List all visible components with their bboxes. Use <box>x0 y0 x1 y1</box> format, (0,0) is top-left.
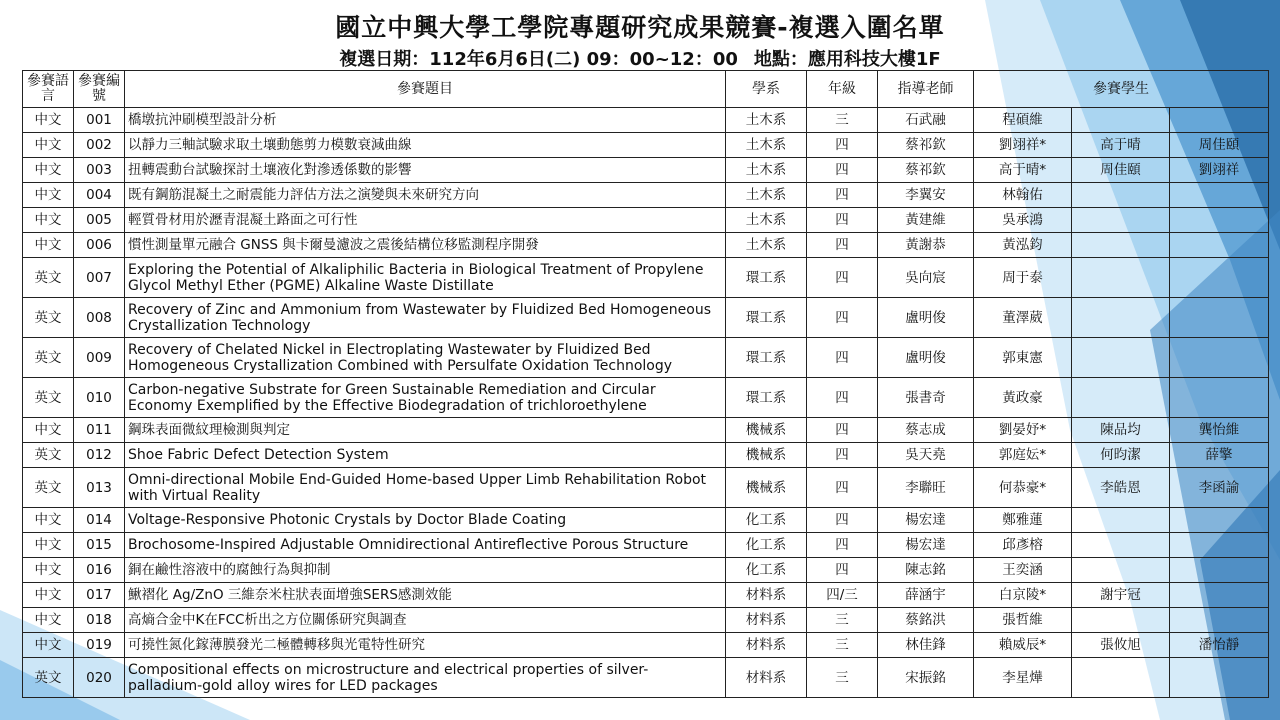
cell-dept: 化工系 <box>726 558 807 583</box>
cell-topic: 鋼珠表面微紋理檢測與判定 <box>125 418 726 443</box>
cell-lang: 中文 <box>23 158 74 183</box>
cell-student-1: 黃泓鈞 <box>974 233 1072 258</box>
cell-advisor: 薛涵宇 <box>878 583 974 608</box>
cell-lang: 英文 <box>23 443 74 468</box>
cell-grade: 四 <box>807 418 878 443</box>
cell-advisor: 宋振銘 <box>878 658 974 698</box>
cell-no: 020 <box>74 658 125 698</box>
cell-grade: 四 <box>807 558 878 583</box>
cell-no: 001 <box>74 108 125 133</box>
table-row <box>23 468 1269 508</box>
cell-student-3 <box>1170 108 1269 133</box>
cell-grade: 四 <box>807 258 878 298</box>
cell-no: 005 <box>74 208 125 233</box>
cell-student-3 <box>1170 298 1269 338</box>
cell-advisor: 陳志銘 <box>878 558 974 583</box>
cell-no: 006 <box>74 233 125 258</box>
cell-dept: 環工系 <box>726 298 807 338</box>
cell-student-1: 高于晴* <box>974 158 1072 183</box>
cell-no: 018 <box>74 608 125 633</box>
cell-lang: 中文 <box>23 533 74 558</box>
cell-dept: 機械系 <box>726 418 807 443</box>
cell-grade: 四 <box>807 338 878 378</box>
cell-topic: Carbon-negative Substrate for Green Sustainable Remediation and Circular Economy Exemplified by the Effective Biodegradation of trichloroethylene <box>125 378 726 418</box>
cell-student-2 <box>1072 508 1170 533</box>
cell-student-2: 李皓恩 <box>1072 468 1170 508</box>
cell-student-2 <box>1072 258 1170 298</box>
cell-student-1: 白京陵* <box>974 583 1072 608</box>
cell-student-2 <box>1072 338 1170 378</box>
cell-dept: 化工系 <box>726 533 807 558</box>
cell-dept: 土木系 <box>726 133 807 158</box>
cell-student-2 <box>1072 558 1170 583</box>
cell-student-2: 周佳頤 <box>1072 158 1170 183</box>
cell-student-1: 郭庭妘* <box>974 443 1072 468</box>
col-grade-header: 年級 <box>807 71 878 108</box>
cell-topic: Recovery of Chelated Nickel in Electroplating Wastewater by Fluidized Bed Homogeneous Crystallization Combined with Persulfate Oxidation Technology <box>125 338 726 378</box>
cell-no: 003 <box>74 158 125 183</box>
cell-no: 007 <box>74 258 125 298</box>
table-row <box>23 508 1269 533</box>
cell-student-3: 周佳頤 <box>1170 133 1269 158</box>
cell-no: 012 <box>74 443 125 468</box>
cell-dept: 材料系 <box>726 583 807 608</box>
cell-dept: 環工系 <box>726 338 807 378</box>
table-row <box>23 418 1269 443</box>
cell-topic: 高熵合金中K在FCC析出之方位關係研究與調查 <box>125 608 726 633</box>
cell-topic: Compositional effects on microstructure and electrical properties of silver-palladium-gold alloy wires for LED packages <box>125 658 726 698</box>
cell-student-1: 鄭雅蓮 <box>974 508 1072 533</box>
cell-grade: 三 <box>807 608 878 633</box>
cell-student-2: 何昀潔 <box>1072 443 1170 468</box>
cell-grade: 四 <box>807 208 878 233</box>
cell-no: 002 <box>74 133 125 158</box>
cell-advisor: 蔡祁欽 <box>878 133 974 158</box>
cell-lang: 中文 <box>23 608 74 633</box>
cell-dept: 土木系 <box>726 158 807 183</box>
cell-no: 013 <box>74 468 125 508</box>
cell-topic: Recovery of Zinc and Ammonium from Wastewater by Fluidized Bed Homogeneous Crystallization Technology <box>125 298 726 338</box>
cell-dept: 材料系 <box>726 658 807 698</box>
cell-topic: 可撓性氮化鎵薄膜發光二極體轉移與光電特性研究 <box>125 633 726 658</box>
cell-lang: 中文 <box>23 233 74 258</box>
cell-dept: 環工系 <box>726 378 807 418</box>
cell-student-3: 潘怡靜 <box>1170 633 1269 658</box>
cell-grade: 三 <box>807 658 878 698</box>
cell-dept: 環工系 <box>726 258 807 298</box>
table-row <box>23 658 1269 698</box>
cell-grade: 四/三 <box>807 583 878 608</box>
cell-lang: 英文 <box>23 468 74 508</box>
cell-student-3 <box>1170 378 1269 418</box>
table-row <box>23 443 1269 468</box>
cell-student-3 <box>1170 233 1269 258</box>
cell-grade: 四 <box>807 468 878 508</box>
cell-grade: 四 <box>807 298 878 338</box>
cell-student-3 <box>1170 608 1269 633</box>
cell-lang: 中文 <box>23 133 74 158</box>
table-row <box>23 533 1269 558</box>
cell-student-3 <box>1170 583 1269 608</box>
cell-topic: 扭轉震動台試驗探討土壤液化對滲透係數的影響 <box>125 158 726 183</box>
cell-dept: 土木系 <box>726 108 807 133</box>
cell-lang: 英文 <box>23 298 74 338</box>
cell-dept: 土木系 <box>726 183 807 208</box>
cell-dept: 材料系 <box>726 633 807 658</box>
cell-student-3 <box>1170 258 1269 298</box>
cell-advisor: 吳天堯 <box>878 443 974 468</box>
table-row <box>23 183 1269 208</box>
cell-student-3 <box>1170 183 1269 208</box>
cell-student-3 <box>1170 658 1269 698</box>
cell-no: 016 <box>74 558 125 583</box>
cell-student-3: 李函諭 <box>1170 468 1269 508</box>
cell-student-1: 邱彥榕 <box>974 533 1072 558</box>
table-row <box>23 583 1269 608</box>
cell-grade: 四 <box>807 183 878 208</box>
cell-no: 008 <box>74 298 125 338</box>
cell-student-1: 劉晏妤* <box>974 418 1072 443</box>
table-row <box>23 608 1269 633</box>
table-row <box>23 133 1269 158</box>
cell-advisor: 蔡祁欽 <box>878 158 974 183</box>
cell-advisor: 張書奇 <box>878 378 974 418</box>
cell-student-2 <box>1072 378 1170 418</box>
cell-student-1: 黃政豪 <box>974 378 1072 418</box>
cell-topic: Omni-directional Mobile End-Guided Home-based Upper Limb Rehabilitation Robot with Virtual Reality <box>125 468 726 508</box>
cell-grade: 四 <box>807 378 878 418</box>
col-students-header: 參賽學生 <box>974 71 1269 108</box>
cell-dept: 機械系 <box>726 468 807 508</box>
cell-advisor: 蔡銘洪 <box>878 608 974 633</box>
cell-lang: 中文 <box>23 208 74 233</box>
table-row <box>23 208 1269 233</box>
table-row <box>23 338 1269 378</box>
cell-grade: 三 <box>807 108 878 133</box>
cell-advisor: 石武融 <box>878 108 974 133</box>
cell-advisor: 黃謝恭 <box>878 233 974 258</box>
cell-no: 015 <box>74 533 125 558</box>
col-topic-header: 參賽題目 <box>125 71 726 108</box>
cell-advisor: 盧明俊 <box>878 298 974 338</box>
cell-advisor: 李翼安 <box>878 183 974 208</box>
cell-lang: 英文 <box>23 338 74 378</box>
cell-advisor: 李聯旺 <box>878 468 974 508</box>
cell-lang: 中文 <box>23 558 74 583</box>
cell-no: 019 <box>74 633 125 658</box>
date-text: 複選日期：112年6月6日(二) 09：00~12：00 <box>339 49 738 70</box>
cell-advisor: 黃建維 <box>878 208 974 233</box>
cell-grade: 四 <box>807 158 878 183</box>
cell-lang: 中文 <box>23 508 74 533</box>
cell-topic: Exploring the Potential of Alkaliphilic Bacteria in Biological Treatment of Propylene Glycol Methyl Ether (PGME) Alkaline Waste Distillate <box>125 258 726 298</box>
cell-topic: 既有鋼筋混凝土之耐震能力評估方法之演變與未來研究方向 <box>125 183 726 208</box>
cell-student-1: 郭東憲 <box>974 338 1072 378</box>
cell-student-2 <box>1072 658 1170 698</box>
cell-grade: 三 <box>807 633 878 658</box>
cell-topic: 慣性測量單元融合 GNSS 與卡爾曼濾波之震後結構位移監測程序開發 <box>125 233 726 258</box>
cell-no: 009 <box>74 338 125 378</box>
location-text: 地點：應用科技大樓1F <box>753 49 941 70</box>
cell-topic: Voltage-Responsive Photonic Crystals by Doctor Blade Coating <box>125 508 726 533</box>
cell-student-1: 吳承鴻 <box>974 208 1072 233</box>
cell-student-3: 劉翊祥 <box>1170 158 1269 183</box>
cell-student-2 <box>1072 233 1170 258</box>
table-row <box>23 233 1269 258</box>
col-no-header: 參賽編號 <box>74 71 125 108</box>
table-row <box>23 378 1269 418</box>
col-dept-header: 學系 <box>726 71 807 108</box>
cell-grade: 四 <box>807 443 878 468</box>
table-row <box>23 158 1269 183</box>
cell-student-2 <box>1072 183 1170 208</box>
cell-student-3: 龔怡維 <box>1170 418 1269 443</box>
cell-topic: 鰍褶化 Ag/ZnO 三維奈米柱狀表面增強SERS感測效能 <box>125 583 726 608</box>
cell-lang: 中文 <box>23 108 74 133</box>
cell-student-1: 周于泰 <box>974 258 1072 298</box>
cell-student-1: 李星燁 <box>974 658 1072 698</box>
table-row <box>23 558 1269 583</box>
cell-topic: Shoe Fabric Defect Detection System <box>125 443 726 468</box>
cell-student-1: 林翰佑 <box>974 183 1072 208</box>
cell-no: 017 <box>74 583 125 608</box>
cell-lang: 英文 <box>23 258 74 298</box>
cell-student-2: 謝宇冠 <box>1072 583 1170 608</box>
cell-topic: 以靜力三軸試驗求取土壤動態剪力模數衰減曲線 <box>125 133 726 158</box>
cell-student-3 <box>1170 558 1269 583</box>
cell-lang: 英文 <box>23 658 74 698</box>
cell-dept: 化工系 <box>726 508 807 533</box>
cell-student-2 <box>1072 108 1170 133</box>
cell-student-1: 王奕涵 <box>974 558 1072 583</box>
cell-no: 014 <box>74 508 125 533</box>
cell-lang: 中文 <box>23 583 74 608</box>
cell-advisor: 林佳鋒 <box>878 633 974 658</box>
cell-dept: 土木系 <box>726 233 807 258</box>
cell-student-1: 何恭豪* <box>974 468 1072 508</box>
cell-topic: Brochosome-Inspired Adjustable Omnidirectional Antireflective Porous Structure <box>125 533 726 558</box>
cell-student-3 <box>1170 338 1269 378</box>
cell-grade: 四 <box>807 508 878 533</box>
cell-dept: 機械系 <box>726 443 807 468</box>
cell-student-1: 張哲維 <box>974 608 1072 633</box>
cell-lang: 中文 <box>23 183 74 208</box>
cell-lang: 英文 <box>23 378 74 418</box>
table-row <box>23 298 1269 338</box>
cell-student-2: 陳品均 <box>1072 418 1170 443</box>
table-row <box>23 633 1269 658</box>
cell-dept: 土木系 <box>726 208 807 233</box>
finalist-table <box>22 70 1269 698</box>
cell-student-3 <box>1170 208 1269 233</box>
cell-student-2 <box>1072 298 1170 338</box>
cell-no: 011 <box>74 418 125 443</box>
table-row <box>23 108 1269 133</box>
page-title: 國立中興大學工學院專題研究成果競賽-複選入圍名單 <box>335 13 945 42</box>
cell-student-2: 高于晴 <box>1072 133 1170 158</box>
cell-student-1: 賴威辰* <box>974 633 1072 658</box>
cell-grade: 四 <box>807 133 878 158</box>
cell-dept: 材料系 <box>726 608 807 633</box>
cell-advisor: 楊宏達 <box>878 508 974 533</box>
cell-student-2 <box>1072 608 1170 633</box>
col-advisor-header: 指導老師 <box>878 71 974 108</box>
cell-student-3 <box>1170 508 1269 533</box>
cell-advisor: 蔡志成 <box>878 418 974 443</box>
cell-student-2 <box>1072 208 1170 233</box>
cell-grade: 四 <box>807 233 878 258</box>
cell-no: 004 <box>74 183 125 208</box>
cell-lang: 中文 <box>23 633 74 658</box>
cell-topic: 銅在鹼性溶液中的腐蝕行為與抑制 <box>125 558 726 583</box>
page-subtitle <box>0 45 1280 71</box>
cell-student-1: 程碩維 <box>974 108 1072 133</box>
cell-grade: 四 <box>807 533 878 558</box>
cell-student-2: 張攸旭 <box>1072 633 1170 658</box>
cell-student-2 <box>1072 533 1170 558</box>
cell-topic: 橋墩抗沖刷模型設計分析 <box>125 108 726 133</box>
cell-student-1: 劉翊祥* <box>974 133 1072 158</box>
cell-lang: 中文 <box>23 418 74 443</box>
cell-advisor: 盧明俊 <box>878 338 974 378</box>
cell-student-3 <box>1170 533 1269 558</box>
cell-student-3: 薛擎 <box>1170 443 1269 468</box>
cell-topic: 輕質骨材用於瀝青混凝土路面之可行性 <box>125 208 726 233</box>
table-header-row <box>23 71 1269 108</box>
col-lang-header: 參賽語言 <box>23 71 74 108</box>
table-row <box>23 258 1269 298</box>
cell-advisor: 楊宏達 <box>878 533 974 558</box>
cell-advisor: 吳向宸 <box>878 258 974 298</box>
cell-student-1: 董澤葳 <box>974 298 1072 338</box>
cell-no: 010 <box>74 378 125 418</box>
